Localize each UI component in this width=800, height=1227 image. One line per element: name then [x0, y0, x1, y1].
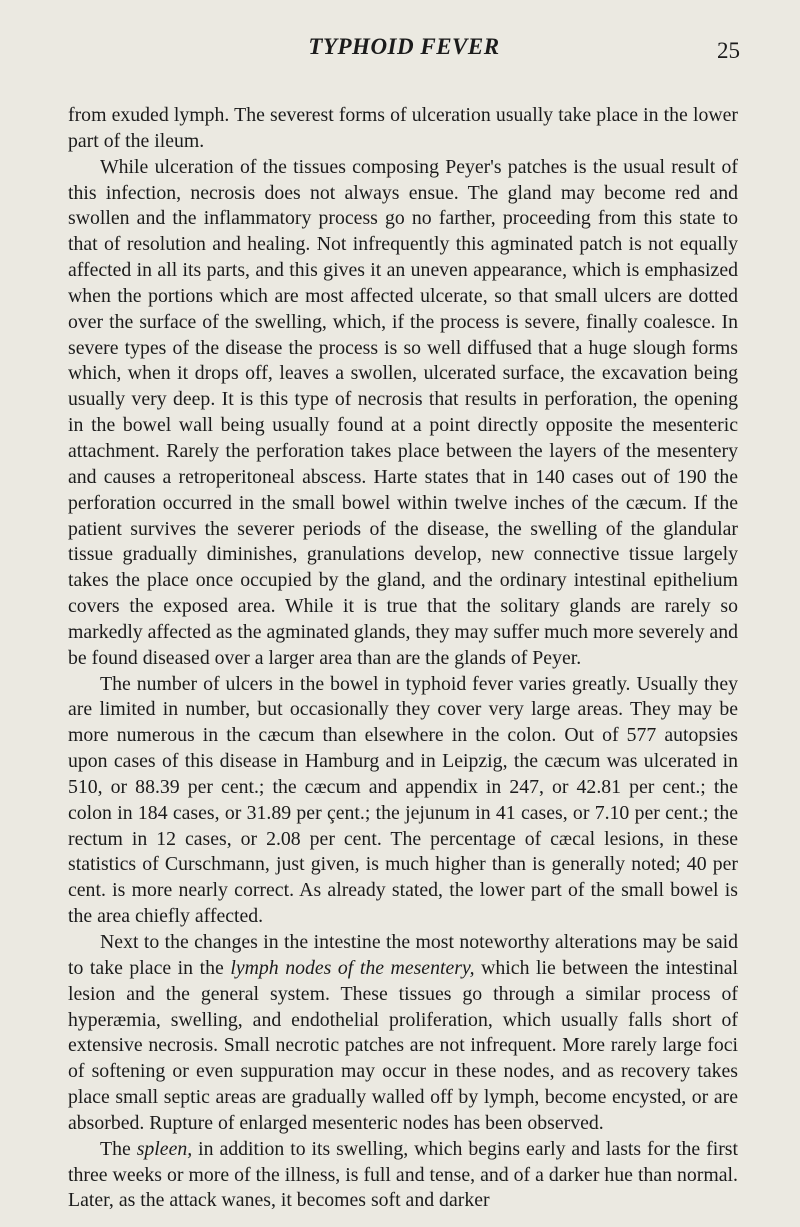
running-head: TYPHOID FEVER — [308, 34, 500, 59]
paragraph — [68, 103, 738, 155]
paragraph-text: which lie between the intestinal lesion and the general system. These tissues go through a similar process of hyperæmia, swelling, and endothelial proliferation, which usually falls short of extensive necrosis. Small necrotic patches are not infrequent. More rarely large foci of softening or even suppuration may occur in these nodes, and as recovery takes place small septic areas are gradually walled off by lymph, become encysted, or are absorbed. Rupture of enlarged mesenteric nodes has been observed. — [68, 956, 739, 1134]
paragraph-text: The number of ulcers in the bowel in typhoid fever varies greatly. Usually they are limited in number, but occasionally they cover very large areas. They may be more numerous in the cæcum than elsewhere in the colon. Out of 577 autopsies upon cases of this disease in Hamburg and in Leipzig, the cæcum was ulcerated in 510, or 88.39 per cent.; the cæcum and appendix in 247, or 42.81 per cent.; the colon in 184 cases, or 31.89 per çent.; the jejunum in 41 cases, or 7.10 per cent.; the rectum in 12 cases, or 2.08 per cent. The percentage of cæcal lesions, in these statistics of Curschmann, just given, is much higher than is generally noted; 40 per cent. is more nearly correct. As already stated, the lower part of the small bowel is the area chiefly affected. — [68, 672, 738, 928]
page-number: 25 — [717, 38, 740, 63]
body-text — [68, 103, 738, 1214]
paragraph — [68, 155, 738, 672]
paragraph-text: in addition to its swelling, which begins early and lasts for the first three weeks or more of the illness, is full and tense, and of a darker hue than normal. Later, as the attack wanes, it becomes soft and darker — [68, 1137, 739, 1212]
italic-term: lymph nodes of the mesentery, — [230, 956, 475, 979]
page-header — [68, 30, 740, 70]
paragraph-text: from exuded lymph. The severest forms of ulceration usually take place in the lower part of the ileum. — [68, 104, 738, 152]
paragraph — [68, 1137, 738, 1215]
paragraph — [68, 930, 738, 1137]
paragraph-text: The — [100, 1137, 137, 1160]
paragraph — [68, 672, 738, 930]
italic-term: spleen, — [136, 1137, 193, 1160]
paragraph-text: Next to the changes in the intestine the most noteworthy alterations may be said to take place in the — [68, 931, 738, 979]
paragraph-text: While ulceration of the tissues composing Peyer's patches is the usual result of this infection, necrosis does not always ensue. The gland may become red and swollen and the inflammatory process go no farther, proceeding from this state to that of resolution and healing. Not infrequently this agminated patch is not equally affected in all its parts, and this gives it an uneven appearance, which is emphasized when the portions which are most affected ulcerate, so that small ulcers are dotted over the surface of the swelling, which, if the process is severe, finally coalesce. In severe types of the disease the process is so well diffused that a huge slough forms which, when it drops off, leaves a swollen, ulcerated surface, the excavation being usually very deep. It is this type of necrosis that results in perforation, the opening in the bowel wall being usually found at a point directly opposite the mesenteric attachment. Rarely the perforation takes place between the layers of the mesentery and causes a retroperitoneal abscess. Harte states that in 140 cases out of 190 the perforation occurred in the small bowel within twelve inches of the cæcum. If the patient survives the severer periods of the disease, the swelling of the glandular tissue gradually diminishes, granulations develop, new connective tissue largely takes the place once occupied by the gland, and the ordinary intestinal epithelium covers the exposed area. While it is true that the solitary glands are rarely so markedly affected as the agminated glands, they may suffer much more severely and be found diseased over a larger area than are the glands of Peyer. — [68, 155, 738, 669]
